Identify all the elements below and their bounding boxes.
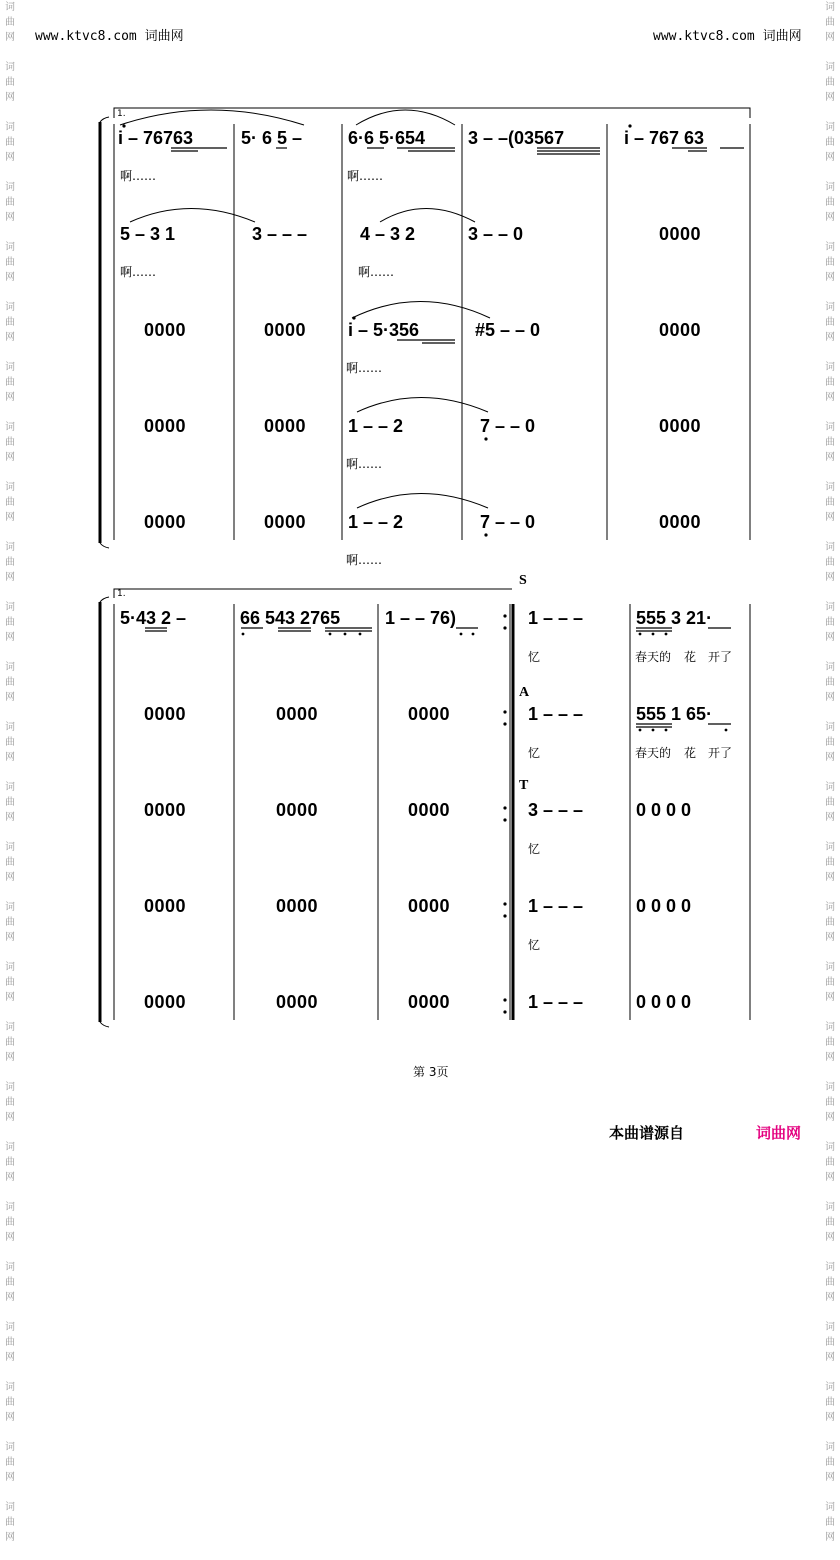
s2-r4-b3: 0000	[408, 896, 451, 916]
watermark-char: 网	[5, 1352, 15, 1363]
watermark-char: 网	[825, 992, 835, 1003]
header-site-right: 词曲网	[762, 29, 802, 44]
watermark-char: 曲	[5, 677, 15, 688]
s2-r3-b5: 0 0 0 0	[636, 800, 692, 820]
watermark-char: 词	[5, 782, 15, 793]
s1-r3-b2: 0000	[264, 320, 307, 340]
watermark-char: 曲	[825, 857, 835, 868]
watermark-char: 曲	[5, 1157, 15, 1168]
s1-r5-b2: 0000	[264, 512, 307, 532]
s1-r1-lyric-a: 啊……	[120, 169, 157, 183]
page-number: 第 3页	[413, 1065, 449, 1079]
watermark-char: 曲	[5, 1457, 15, 1468]
site-logo[interactable]: 词曲网	[756, 1124, 802, 1142]
watermark-char: 曲	[5, 977, 15, 988]
watermark-gap	[3, 1245, 17, 1260]
watermark-char: 词	[825, 1442, 835, 1453]
header-url-left: www.ktvc8.com	[35, 29, 137, 44]
s2-r2-lyric3: 花	[684, 746, 697, 760]
s1-r3-b5: 0000	[659, 320, 702, 340]
s1-r2-b5: 0000	[659, 224, 702, 244]
watermark-char: 曲	[5, 797, 15, 808]
watermark-char: 词	[825, 302, 835, 313]
watermark-char: 网	[5, 932, 15, 943]
watermark-char: 网	[5, 632, 15, 643]
s2-r4-lyric1: 忆	[528, 938, 541, 952]
watermark-char: 网	[5, 512, 15, 523]
watermark-char: 网	[825, 332, 835, 343]
s1-r1-b3: 6·6 5·654	[348, 128, 426, 148]
watermark-gap	[823, 1545, 837, 1560]
watermark-char: 词	[5, 902, 15, 913]
watermark-char: 词	[5, 842, 15, 853]
watermark-char: 曲	[825, 137, 835, 148]
s2-r1-b4: 1 – – –	[528, 608, 584, 628]
header-site-left: 词曲网	[144, 29, 184, 44]
watermark-char: 词	[5, 1082, 15, 1093]
s2-r3-b3: 0000	[408, 800, 451, 820]
watermark-char: 曲	[5, 1037, 15, 1048]
watermark-gap	[3, 1425, 17, 1440]
watermark-char: 曲	[825, 797, 835, 808]
s2-r5-b4: 1 – – –	[528, 992, 584, 1012]
watermark-gap	[823, 1365, 837, 1380]
watermark-char: 曲	[825, 1157, 835, 1168]
watermark-char: 曲	[5, 737, 15, 748]
watermark-char: 网	[5, 572, 15, 583]
watermark-char: 词	[825, 482, 835, 493]
s2-r4-b5: 0 0 0 0	[636, 896, 692, 916]
watermark-char: 曲	[5, 1397, 15, 1408]
s2-r5-b5: 0 0 0 0	[636, 992, 692, 1012]
watermark-char: 曲	[825, 77, 835, 88]
watermark-char: 曲	[5, 1337, 15, 1348]
s2-r5-b2: 0000	[276, 992, 319, 1012]
s1-r4-lyric: 啊……	[346, 457, 383, 471]
watermark-gap	[823, 1245, 837, 1260]
s2-r3-b4: 3 – – –	[528, 800, 584, 820]
watermark-char: 网	[5, 1052, 15, 1063]
watermark-char: 曲	[5, 17, 15, 28]
watermark-char: 曲	[5, 1517, 15, 1528]
watermark-gap	[3, 1545, 17, 1560]
watermark-char: 词	[825, 722, 835, 733]
watermark-char: 曲	[825, 317, 835, 328]
watermark-char: 词	[5, 662, 15, 673]
s1-r3-b3: i – 5·356	[348, 320, 420, 340]
watermark-char: 曲	[5, 497, 15, 508]
watermark-char: 曲	[825, 1397, 835, 1408]
volta-2: 1.	[117, 589, 126, 599]
watermark-char: 网	[825, 752, 835, 763]
watermark-char: 网	[5, 452, 15, 463]
watermark-char: 网	[5, 1112, 15, 1123]
watermark-char: 网	[5, 992, 15, 1003]
s1-r4-b2: 0000	[264, 416, 307, 436]
watermark-char: 网	[5, 1412, 15, 1423]
s1-r5-b1: 0000	[144, 512, 187, 532]
s1-r3-b4: #5 – – 0	[475, 320, 541, 340]
watermark-char: 网	[825, 572, 835, 583]
s2-r4-b4: 1 – – –	[528, 896, 584, 916]
s2-r5-b3: 0000	[408, 992, 451, 1012]
watermark-char: 词	[5, 302, 15, 313]
watermark-char: 词	[825, 1262, 835, 1273]
watermark-char: 曲	[825, 437, 835, 448]
s1-r1-b1: i – 76763	[118, 128, 194, 148]
watermark-char: 词	[825, 842, 835, 853]
s1-r2-lyric-a: 啊……	[120, 265, 157, 279]
watermark-gap	[3, 1185, 17, 1200]
watermark-char: 词	[5, 1142, 15, 1153]
watermark-gap	[823, 1185, 837, 1200]
s2-r2-b3: 0000	[408, 704, 451, 724]
watermark-char: 网	[5, 1172, 15, 1183]
s2-r2-b4: 1 – – –	[528, 704, 584, 724]
watermark-char: 网	[825, 272, 835, 283]
s1-r2-b2: 3 – – –	[252, 224, 308, 244]
s1-r1-b5: i – 767 63	[624, 128, 705, 148]
s1-r5-b4: 7 – – 0	[480, 512, 536, 532]
watermark-char: 曲	[825, 917, 835, 928]
s1-r4-b1: 0000	[144, 416, 187, 436]
s2-r2-lyric4: 开了	[708, 746, 733, 760]
watermark-char: 词	[825, 62, 835, 73]
watermark-gap	[823, 1305, 837, 1320]
s1-r2-b4: 3 – – 0	[468, 224, 524, 244]
s1-r1-lyric-b: 啊……	[347, 169, 384, 183]
watermark-char: 网	[825, 932, 835, 943]
watermark-char: 词	[5, 62, 15, 73]
watermark-char: 网	[825, 1112, 835, 1123]
watermark-char: 词	[825, 1502, 835, 1513]
part-label-a: A	[519, 685, 530, 700]
s2-r1-lyric3: 花	[684, 650, 697, 664]
watermark-char: 网	[825, 152, 835, 163]
watermark-char: 词	[825, 1022, 835, 1033]
watermark-char: 词	[825, 542, 835, 553]
watermark-gap	[3, 1365, 17, 1380]
s1-r5-b5: 0000	[659, 512, 702, 532]
watermark-char: 曲	[5, 617, 15, 628]
watermark-char: 网	[825, 1292, 835, 1303]
watermark-char: 曲	[825, 737, 835, 748]
s1-r1-b4: 3 – –(03567	[468, 128, 565, 148]
watermark-char: 网	[5, 332, 15, 343]
watermark-char: 网	[5, 392, 15, 403]
watermark-gap	[3, 1305, 17, 1320]
s2-r1-lyric4: 开了	[708, 650, 733, 664]
watermark-gap	[3, 1485, 17, 1500]
watermark-char: 词	[5, 542, 15, 553]
watermark-char: 曲	[825, 1277, 835, 1288]
s2-r2-b5: 555 1 65·	[636, 704, 713, 724]
watermark-char: 词	[5, 422, 15, 433]
watermark-char: 曲	[5, 137, 15, 148]
watermark-char: 曲	[825, 1517, 835, 1528]
watermark-char: 词	[5, 1202, 15, 1213]
watermark-char: 曲	[825, 617, 835, 628]
watermark-char: 曲	[5, 77, 15, 88]
s1-r5-b3: 1 – – 2	[348, 512, 404, 532]
watermark-char: 词	[5, 362, 15, 373]
s1-r4-b4: 7 – – 0	[480, 416, 536, 436]
watermark-char: 网	[825, 872, 835, 883]
watermark-char: 曲	[825, 197, 835, 208]
s2-r2-lyric2: 春天的	[635, 746, 672, 760]
watermark-char: 曲	[825, 497, 835, 508]
s1-r2-b3: 4 – 3 2	[360, 224, 416, 244]
watermark-char: 词	[825, 242, 835, 253]
watermark-char: 网	[825, 692, 835, 703]
watermark-char: 词	[825, 122, 835, 133]
watermark-char: 网	[5, 752, 15, 763]
watermark-char: 曲	[825, 17, 835, 28]
watermark-char: 曲	[825, 977, 835, 988]
watermark-char: 词	[825, 1082, 835, 1093]
watermark-char: 曲	[825, 677, 835, 688]
s1-r4-b5: 0000	[659, 416, 702, 436]
watermark-char: 词	[825, 182, 835, 193]
watermark-char: 网	[5, 1232, 15, 1243]
s2-r1-b2: 66 543 2765	[240, 608, 341, 628]
watermark-char: 词	[825, 2, 835, 13]
watermark-char: 词	[825, 1202, 835, 1213]
watermark-char: 词	[825, 422, 835, 433]
s2-r3-b2: 0000	[276, 800, 319, 820]
s2-r1-b5: 555 3 21·	[636, 608, 713, 628]
s2-r1-b3: 1 – – 76)	[385, 608, 457, 628]
watermark-char: 网	[5, 212, 15, 223]
watermark-char: 曲	[825, 1337, 835, 1348]
s1-r3-b1: 0000	[144, 320, 187, 340]
watermark-char: 曲	[5, 437, 15, 448]
watermark-char: 曲	[825, 1457, 835, 1468]
watermark-char: 网	[5, 872, 15, 883]
s2-r4-b2: 0000	[276, 896, 319, 916]
s1-r5-lyric: 啊……	[346, 553, 383, 567]
watermark-char: 网	[825, 92, 835, 103]
watermark-char: 曲	[5, 197, 15, 208]
watermark-char: 词	[825, 662, 835, 673]
watermark-char: 曲	[5, 317, 15, 328]
watermark-char: 网	[825, 1352, 835, 1363]
watermark-char: 曲	[825, 257, 835, 268]
watermark-char: 词	[5, 1502, 15, 1513]
s1-r2-b1: 5 – 3 1	[120, 224, 176, 244]
watermark-char: 网	[825, 392, 835, 403]
header-url-right: www.ktvc8.com	[653, 29, 755, 44]
watermark-char: 网	[5, 1472, 15, 1483]
watermark-char: 词	[5, 482, 15, 493]
s2-r1-lyric1: 忆	[528, 650, 541, 664]
watermark-char: 曲	[825, 1217, 835, 1228]
watermark-char: 曲	[825, 1097, 835, 1108]
watermark-char: 曲	[5, 917, 15, 928]
source-label: 本曲谱源自	[609, 1124, 685, 1142]
watermark-char: 曲	[5, 557, 15, 568]
watermark-char: 网	[825, 1172, 835, 1183]
watermark-char: 网	[825, 212, 835, 223]
watermark-char: 网	[825, 632, 835, 643]
watermark-char: 曲	[825, 377, 835, 388]
watermark-char: 词	[825, 1322, 835, 1333]
watermark-char: 词	[825, 1142, 835, 1153]
watermark-char: 词	[5, 182, 15, 193]
watermark-char: 网	[825, 32, 835, 43]
watermark-char: 曲	[5, 1097, 15, 1108]
s2-r3-b1: 0000	[144, 800, 187, 820]
watermark-char: 词	[5, 1262, 15, 1273]
s2-r2-lyric1: 忆	[528, 746, 541, 760]
watermark-char: 词	[825, 602, 835, 613]
watermark-char: 词	[5, 1382, 15, 1393]
watermark-char: 网	[825, 1232, 835, 1243]
watermark-char: 词	[5, 722, 15, 733]
s2-r2-b2: 0000	[276, 704, 319, 724]
watermark-char: 词	[5, 242, 15, 253]
watermark-char: 网	[5, 812, 15, 823]
watermark-char: 曲	[825, 1037, 835, 1048]
watermark-char: 网	[825, 1052, 835, 1063]
watermark-char: 词	[5, 1442, 15, 1453]
s1-r3-lyric: 啊……	[346, 361, 383, 375]
watermark-char: 词	[5, 122, 15, 133]
s2-r1-b1: 5·43 2 –	[120, 608, 187, 628]
watermark-char: 词	[825, 962, 835, 973]
watermark-char: 网	[5, 92, 15, 103]
s1-r1-b2: 5· 6 5 –	[241, 128, 303, 148]
watermark-char: 网	[5, 1532, 15, 1543]
watermark-char: 网	[825, 1532, 835, 1543]
watermark-char: 词	[5, 1022, 15, 1033]
watermark-char: 网	[5, 1292, 15, 1303]
watermark-char: 网	[825, 812, 835, 823]
watermark-char: 词	[5, 1322, 15, 1333]
s1-r2-lyric-b: 啊……	[358, 265, 395, 279]
watermark-char: 曲	[5, 857, 15, 868]
part-label-t: T	[519, 778, 529, 793]
watermark-char: 网	[825, 512, 835, 523]
watermark-char: 词	[5, 2, 15, 13]
watermark-char: 词	[5, 602, 15, 613]
watermark-char: 曲	[5, 257, 15, 268]
s2-r2-b1: 0000	[144, 704, 187, 724]
watermark-char: 曲	[5, 1217, 15, 1228]
s2-r1-lyric2: 春天的	[635, 650, 672, 664]
watermark-char: 词	[825, 362, 835, 373]
watermark-char: 网	[5, 692, 15, 703]
s2-r3-lyric1: 忆	[528, 842, 541, 856]
watermark-char: 曲	[825, 557, 835, 568]
watermark-char: 网	[825, 452, 835, 463]
watermark-char: 词	[825, 902, 835, 913]
watermark-char: 词	[825, 1382, 835, 1393]
volta-1: 1.	[117, 109, 126, 119]
watermark-char: 网	[5, 272, 15, 283]
watermark-char: 曲	[5, 1277, 15, 1288]
watermark-char: 曲	[5, 377, 15, 388]
watermark-char: 词	[825, 782, 835, 793]
watermark-char: 网	[825, 1472, 835, 1483]
s2-r4-b1: 0000	[144, 896, 187, 916]
watermark-gap	[823, 1425, 837, 1440]
watermark-char: 词	[5, 962, 15, 973]
part-label-s: S	[519, 573, 527, 588]
watermark-gap	[823, 1485, 837, 1500]
watermark-char: 网	[825, 1412, 835, 1423]
s1-r4-b3: 1 – – 2	[348, 416, 404, 436]
watermark-char: 网	[5, 32, 15, 43]
s2-r5-b1: 0000	[144, 992, 187, 1012]
watermark-char: 网	[5, 152, 15, 163]
